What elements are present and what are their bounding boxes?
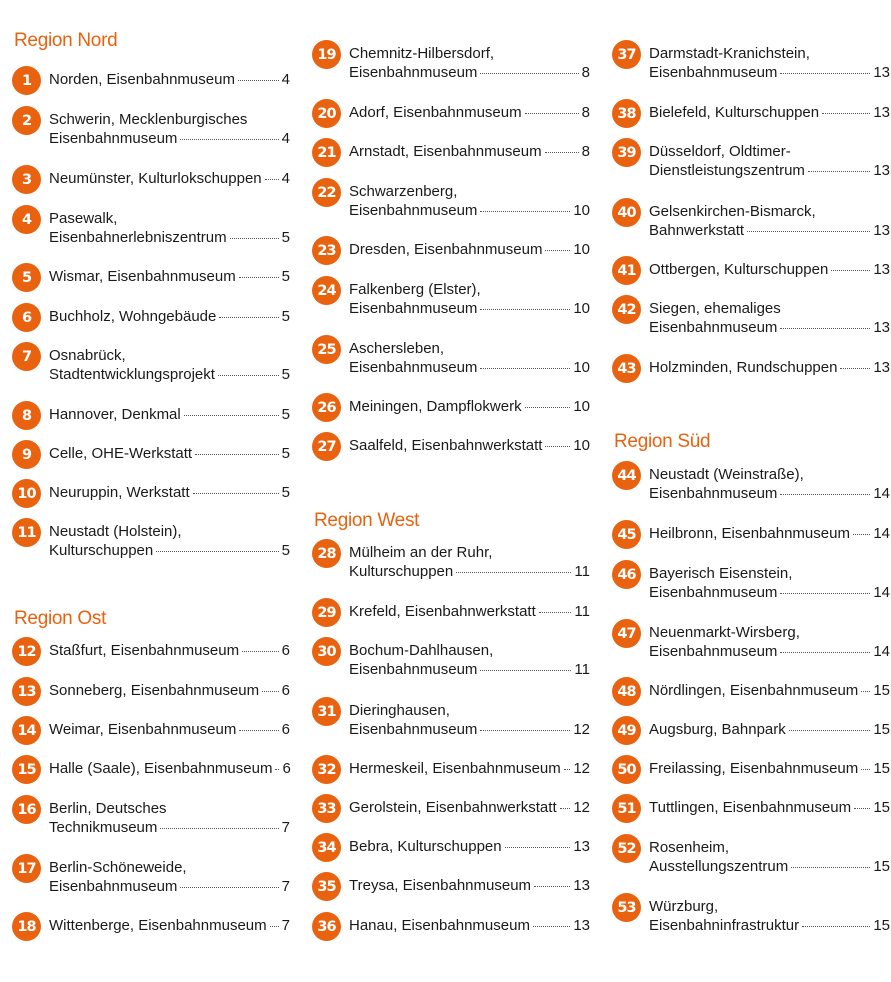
entry-page-number: 5	[281, 229, 290, 246]
dot-leader	[219, 317, 278, 318]
entry-number-badge: 45	[612, 520, 641, 549]
entry-number-badge: 12	[12, 637, 41, 666]
index-entry[interactable]	[312, 598, 590, 640]
entry-number-badge: 13	[12, 677, 41, 706]
entry-number-badge: 30	[312, 637, 341, 666]
entry-number-badge: 4	[12, 205, 41, 234]
dot-leader	[545, 250, 570, 251]
entry-title: Sonneberg, Eisenbahnmuseum	[49, 682, 260, 699]
dot-leader	[853, 534, 870, 535]
entry-title: Eisenbahnmuseum	[349, 359, 478, 376]
entry-page-number: 12	[573, 799, 590, 816]
entry-title: Falkenberg (Elster),	[349, 281, 481, 298]
entry-title: Pasewalk,	[49, 210, 118, 227]
entry-page-number: 14	[873, 485, 890, 502]
index-entry[interactable]	[312, 393, 590, 435]
index-entry[interactable]	[312, 872, 590, 914]
entry-title: Gelsenkirchen-Bismarck,	[649, 203, 816, 220]
section-heading: Region Süd	[614, 431, 711, 452]
entry-page-number: 6	[281, 721, 290, 738]
index-entry[interactable]	[12, 205, 290, 247]
index-entry[interactable]	[612, 99, 890, 141]
dot-leader	[822, 113, 870, 114]
entry-number-badge: 32	[312, 755, 341, 784]
entry-page-number: 4	[281, 130, 290, 147]
dot-leader	[242, 651, 279, 652]
dot-leader	[456, 572, 571, 573]
entry-number-badge: 8	[12, 401, 41, 430]
section-heading: Region Ost	[14, 608, 107, 629]
dot-leader	[480, 73, 578, 74]
entry-page-number: 12	[573, 760, 590, 777]
entry-page-number: 13	[873, 261, 890, 278]
dot-leader	[160, 828, 278, 829]
entry-number-badge: 27	[312, 432, 341, 461]
entry-title: Kulturschuppen	[49, 542, 154, 559]
entry-number-badge: 53	[612, 893, 641, 922]
index-entry[interactable]	[312, 432, 590, 474]
entry-page-number: 13	[873, 162, 890, 179]
entry-title: Celle, OHE-Werkstatt	[49, 445, 193, 462]
entry-page-number: 5	[281, 366, 290, 383]
index-entry[interactable]	[312, 40, 590, 82]
entry-number-badge: 36	[312, 912, 341, 941]
entry-page-number: 15	[873, 682, 890, 699]
entry-title: Treysa, Eisenbahnmuseum	[349, 877, 532, 894]
entry-title: Bielefeld, Kulturschuppen	[649, 104, 820, 121]
index-entry[interactable]	[312, 637, 590, 679]
entry-number-badge: 20	[312, 99, 341, 128]
dot-leader	[180, 139, 278, 140]
index-entry[interactable]	[12, 263, 290, 305]
entry-title: Eisenbahnmuseum	[349, 661, 478, 678]
index-entry[interactable]	[312, 539, 590, 581]
dot-leader	[789, 730, 871, 731]
entry-title: Bayerisch Eisenstein,	[649, 565, 793, 582]
entry-number-badge: 23	[312, 236, 341, 265]
index-entry[interactable]	[312, 138, 590, 180]
entry-page-number: 6	[282, 760, 291, 777]
entry-title: Nördlingen, Eisenbahnmuseum	[649, 682, 859, 699]
dot-leader	[831, 270, 870, 271]
dot-leader	[262, 691, 279, 692]
index-entry[interactable]	[12, 106, 290, 148]
entry-number-badge: 43	[612, 354, 641, 383]
dot-leader	[230, 238, 279, 239]
index-entry[interactable]	[12, 795, 290, 837]
entry-title: Neustadt (Holstein),	[49, 523, 182, 540]
entry-title: Eisenbahnmuseum	[49, 878, 178, 895]
dot-leader	[545, 446, 570, 447]
entry-title: Dieringhausen,	[349, 702, 450, 719]
entry-number-badge: 34	[312, 833, 341, 862]
entry-page-number: 5	[281, 308, 290, 325]
entry-number-badge: 24	[312, 276, 341, 305]
dot-leader	[861, 691, 870, 692]
entry-page-number: 15	[873, 799, 890, 816]
entry-title: Schwerin, Mecklenburgisches	[49, 111, 248, 128]
index-entry[interactable]	[12, 677, 290, 719]
dot-leader	[505, 847, 571, 848]
index-entry[interactable]	[12, 440, 290, 482]
entry-number-badge: 39	[612, 138, 641, 167]
entry-title: Dresden, Eisenbahnmuseum	[349, 241, 543, 258]
entry-page-number: 8	[581, 104, 590, 121]
entry-number-badge: 25	[312, 335, 341, 364]
index-entry[interactable]	[612, 560, 890, 602]
entry-title: Bebra, Kulturschuppen	[349, 838, 502, 855]
entry-page-number: 11	[574, 661, 590, 678]
entry-page-number: 11	[574, 603, 590, 620]
entry-number-badge: 47	[612, 619, 641, 648]
entry-page-number: 13	[873, 222, 890, 239]
dot-leader	[791, 867, 870, 868]
dot-leader	[861, 769, 870, 770]
entry-title: Tuttlingen, Eisenbahnmuseum	[649, 799, 852, 816]
index-entry[interactable]	[612, 295, 890, 337]
index-entry[interactable]	[612, 138, 890, 180]
entry-number-badge: 52	[612, 834, 641, 863]
entry-number-badge: 15	[12, 755, 41, 784]
entry-number-badge: 3	[12, 165, 41, 194]
entry-number-badge: 2	[12, 106, 41, 135]
index-entry[interactable]	[612, 461, 890, 503]
entry-title: Neumünster, Kulturlokschuppen	[49, 170, 262, 187]
index-entry[interactable]	[312, 335, 590, 377]
entry-page-number: 15	[873, 760, 890, 777]
index-entry[interactable]	[312, 794, 590, 836]
dot-leader	[480, 368, 570, 369]
dot-leader	[533, 926, 570, 927]
entry-title: Ausstellungszentrum	[649, 858, 789, 875]
entry-page-number: 13	[873, 319, 890, 336]
index-entry[interactable]	[12, 66, 290, 108]
index-entry[interactable]	[312, 236, 590, 278]
entry-title: Gerolstein, Eisenbahnwerkstatt	[349, 799, 557, 816]
entry-title: Technikmuseum	[49, 819, 158, 836]
entry-title: Eisenbahnmuseum	[649, 319, 778, 336]
entry-number-badge: 28	[312, 539, 341, 568]
entry-number-badge: 21	[312, 138, 341, 167]
dot-leader	[525, 407, 571, 408]
entry-number-badge: 10	[12, 479, 41, 508]
index-entry[interactable]	[12, 716, 290, 758]
entry-number-badge: 46	[612, 560, 641, 589]
entry-number-badge: 48	[612, 677, 641, 706]
index-entry[interactable]	[12, 165, 290, 207]
entry-title: Meiningen, Dampflokwerk	[349, 398, 522, 415]
entry-title: Buchholz, Wohngebäude	[49, 308, 217, 325]
entry-title: Eisenbahnmuseum	[349, 64, 478, 81]
entry-title: Eisenbahnmuseum	[649, 64, 778, 81]
entry-page-number: 15	[873, 917, 890, 934]
entry-title: Bahnwerkstatt	[649, 222, 745, 239]
entry-title: Darmstadt-Kranichstein,	[649, 45, 810, 62]
dot-leader	[265, 179, 279, 180]
dot-leader	[275, 769, 279, 770]
entry-title: Holzminden, Rundschuppen	[649, 359, 838, 376]
index-entry[interactable]	[312, 276, 590, 318]
entry-number-badge: 6	[12, 303, 41, 332]
dot-leader	[780, 328, 870, 329]
section-heading: Region Nord	[14, 30, 118, 51]
entry-title: Kulturschuppen	[349, 563, 454, 580]
dot-leader	[525, 113, 579, 114]
entry-title: Freilassing, Eisenbahnmuseum	[649, 760, 859, 777]
entry-title: Hannover, Denkmal	[49, 406, 181, 423]
index-entry[interactable]	[612, 520, 890, 562]
index-entry[interactable]	[612, 755, 890, 797]
dot-leader	[780, 593, 870, 594]
entry-title: Adorf, Eisenbahnmuseum	[349, 104, 522, 121]
index-entry[interactable]	[12, 755, 290, 797]
entry-page-number: 7	[281, 819, 290, 836]
entry-title: Neustadt (Weinstraße),	[649, 466, 804, 483]
index-entry[interactable]	[612, 40, 890, 82]
entry-page-number: 10	[573, 241, 590, 258]
dot-leader	[534, 886, 570, 887]
dot-leader	[780, 494, 870, 495]
entry-page-number: 7	[281, 917, 290, 934]
index-entry[interactable]	[12, 637, 290, 679]
entry-number-badge: 37	[612, 40, 641, 69]
dot-leader	[480, 309, 570, 310]
entry-page-number: 8	[581, 64, 590, 81]
entry-title: Wismar, Eisenbahnmuseum	[49, 268, 236, 285]
dot-leader	[156, 551, 278, 552]
index-entry[interactable]	[612, 716, 890, 758]
dot-leader	[195, 454, 279, 455]
index-entry[interactable]	[312, 755, 590, 797]
entry-title: Stadtentwicklungsprojekt	[49, 366, 215, 383]
entry-title: Eisenbahnmuseum	[649, 643, 778, 660]
dot-leader	[218, 375, 279, 376]
dot-leader	[808, 171, 870, 172]
dot-leader	[239, 730, 278, 731]
entry-number-badge: 33	[312, 794, 341, 823]
entry-title: Hermeskeil, Eisenbahnmuseum	[349, 760, 561, 777]
dot-leader	[184, 415, 279, 416]
dot-leader	[480, 670, 571, 671]
entry-number-badge: 42	[612, 295, 641, 324]
entry-page-number: 5	[281, 268, 290, 285]
entry-title: Krefeld, Eisenbahnwerkstatt	[349, 603, 536, 620]
entry-title: Weimar, Eisenbahnmuseum	[49, 721, 237, 738]
entry-title: Osnabrück,	[49, 347, 126, 364]
index-entry[interactable]	[612, 834, 890, 876]
entry-title: Siegen, ehemaliges	[649, 300, 781, 317]
index-entry[interactable]	[12, 518, 290, 560]
entry-title: Berlin, Deutsches	[49, 800, 167, 817]
entry-page-number: 10	[573, 437, 590, 454]
entry-page-number: 8	[581, 143, 590, 160]
entry-title: Eisenbahnmuseum	[49, 130, 178, 147]
entry-number-badge: 50	[612, 755, 641, 784]
dot-leader	[270, 926, 279, 927]
entry-number-badge: 14	[12, 716, 41, 745]
entry-title: Heilbronn, Eisenbahnmuseum	[649, 525, 850, 542]
entry-number-badge: 41	[612, 256, 641, 285]
index-entry[interactable]	[12, 401, 290, 443]
index-entry[interactable]	[12, 912, 290, 954]
section-heading: Region West	[314, 510, 420, 531]
entry-page-number: 13	[573, 877, 590, 894]
dot-leader	[802, 926, 870, 927]
entry-page-number: 5	[281, 445, 290, 462]
index-entry[interactable]	[312, 833, 590, 875]
dot-leader	[238, 80, 279, 81]
entry-number-badge: 16	[12, 795, 41, 824]
index-entry[interactable]	[612, 677, 890, 719]
entry-number-badge: 35	[312, 872, 341, 901]
dot-leader	[780, 652, 870, 653]
entry-title: Düsseldorf, Oldtimer-	[649, 143, 791, 160]
entry-number-badge: 1	[12, 66, 41, 95]
entry-title: Eisenbahnmuseum	[349, 300, 478, 317]
index-entry[interactable]	[612, 198, 890, 240]
dot-leader	[480, 730, 570, 731]
entry-page-number: 14	[873, 643, 890, 660]
entry-page-number: 4	[281, 71, 290, 88]
dot-leader	[480, 211, 570, 212]
entry-number-badge: 18	[12, 912, 41, 941]
entry-title: Eisenbahnmuseum	[649, 485, 778, 502]
entry-number-badge: 9	[12, 440, 41, 469]
index-entry[interactable]	[612, 794, 890, 836]
index-entry[interactable]	[612, 893, 890, 935]
dot-leader	[560, 808, 571, 809]
entry-number-badge: 49	[612, 716, 641, 745]
entry-title: Bochum-Dahlhausen,	[349, 642, 494, 659]
dot-leader	[193, 493, 279, 494]
entry-title: Staßfurt, Eisenbahnmuseum	[49, 642, 240, 659]
entry-title: Schwarzenberg,	[349, 183, 458, 200]
entry-page-number: 15	[873, 721, 890, 738]
entry-page-number: 10	[573, 300, 590, 317]
entry-page-number: 13	[573, 838, 590, 855]
entry-number-badge: 26	[312, 393, 341, 422]
index-entry[interactable]	[312, 697, 590, 739]
entry-title: Halle (Saale), Eisenbahnmuseum	[49, 760, 273, 777]
dot-leader	[539, 612, 572, 613]
entry-title: Norden, Eisenbahnmuseum	[49, 71, 235, 88]
index-entry[interactable]	[12, 854, 290, 896]
entry-page-number: 11	[574, 563, 590, 580]
entry-page-number: 10	[573, 359, 590, 376]
entry-title: Augsburg, Bahnpark	[649, 721, 786, 738]
entry-title: Ottbergen, Kulturschuppen	[649, 261, 829, 278]
entry-number-badge: 11	[12, 518, 41, 547]
entry-number-badge: 51	[612, 794, 641, 823]
entry-title: Neuenmarkt-Wirsberg,	[649, 624, 800, 641]
dot-leader	[239, 277, 279, 278]
dot-leader	[780, 73, 870, 74]
entry-title: Rosenheim,	[649, 839, 730, 856]
entry-number-badge: 22	[312, 178, 341, 207]
entry-page-number: 6	[281, 642, 290, 659]
entry-number-badge: 19	[312, 40, 341, 69]
entry-title: Arnstadt, Eisenbahnmuseum	[349, 143, 542, 160]
entry-page-number: 13	[873, 359, 890, 376]
dot-leader	[747, 231, 870, 232]
entry-page-number: 5	[281, 542, 290, 559]
entry-title: Chemnitz-Hilbersdorf,	[349, 45, 495, 62]
entry-page-number: 5	[281, 484, 290, 501]
entry-page-number: 13	[873, 64, 890, 81]
entry-title: Eisenbahnmuseum	[649, 584, 778, 601]
entry-number-badge: 7	[12, 342, 41, 371]
dot-leader	[564, 769, 571, 770]
dot-leader	[545, 152, 579, 153]
entry-title: Dienstleistungszentrum	[649, 162, 805, 179]
entry-title: Eisenbahnerlebniszentrum	[49, 229, 227, 246]
entry-title: Eisenbahnmuseum	[349, 721, 478, 738]
entry-page-number: 6	[281, 682, 290, 699]
entry-page-number: 5	[281, 406, 290, 423]
entry-title: Saalfeld, Eisenbahnwerkstatt	[349, 437, 543, 454]
index-entry[interactable]	[12, 479, 290, 521]
dot-leader	[180, 887, 278, 888]
entry-number-badge: 40	[612, 198, 641, 227]
entry-page-number: 12	[573, 721, 590, 738]
entry-title: Würzburg,	[649, 898, 719, 915]
entry-page-number: 13	[573, 917, 590, 934]
dot-leader	[854, 808, 870, 809]
entry-number-badge: 17	[12, 854, 41, 883]
entry-number-badge: 44	[612, 461, 641, 490]
entry-number-badge: 5	[12, 263, 41, 292]
entry-title: Mülheim an der Ruhr,	[349, 544, 493, 561]
index-entry[interactable]	[12, 303, 290, 345]
entry-title: Berlin-Schöneweide,	[49, 859, 187, 876]
entry-title: Hanau, Eisenbahnmuseum	[349, 917, 530, 934]
entry-page-number: 4	[281, 170, 290, 187]
entry-page-number: 14	[873, 525, 890, 542]
entry-page-number: 7	[281, 878, 290, 895]
entry-number-badge: 29	[312, 598, 341, 627]
index-entry[interactable]	[12, 342, 290, 384]
entry-page-number: 13	[873, 104, 890, 121]
entry-title: Wittenberge, Eisenbahnmuseum	[49, 917, 267, 934]
entry-page-number: 10	[573, 398, 590, 415]
entry-title: Eisenbahninfrastruktur	[649, 917, 800, 934]
entry-page-number: 15	[873, 858, 890, 875]
entry-title: Eisenbahnmuseum	[349, 202, 478, 219]
entry-number-badge: 31	[312, 697, 341, 726]
index-entry[interactable]	[612, 619, 890, 661]
index-entry[interactable]	[312, 912, 590, 954]
entry-number-badge: 38	[612, 99, 641, 128]
index-entry[interactable]	[312, 178, 590, 220]
index-entry[interactable]	[312, 99, 590, 141]
entry-page-number: 14	[873, 584, 890, 601]
entry-page-number: 10	[573, 202, 590, 219]
index-entry[interactable]	[612, 354, 890, 396]
entry-title: Aschersleben,	[349, 340, 445, 357]
index-entry[interactable]	[612, 256, 890, 298]
dot-leader	[840, 368, 870, 369]
entry-title: Neuruppin, Werkstatt	[49, 484, 190, 501]
